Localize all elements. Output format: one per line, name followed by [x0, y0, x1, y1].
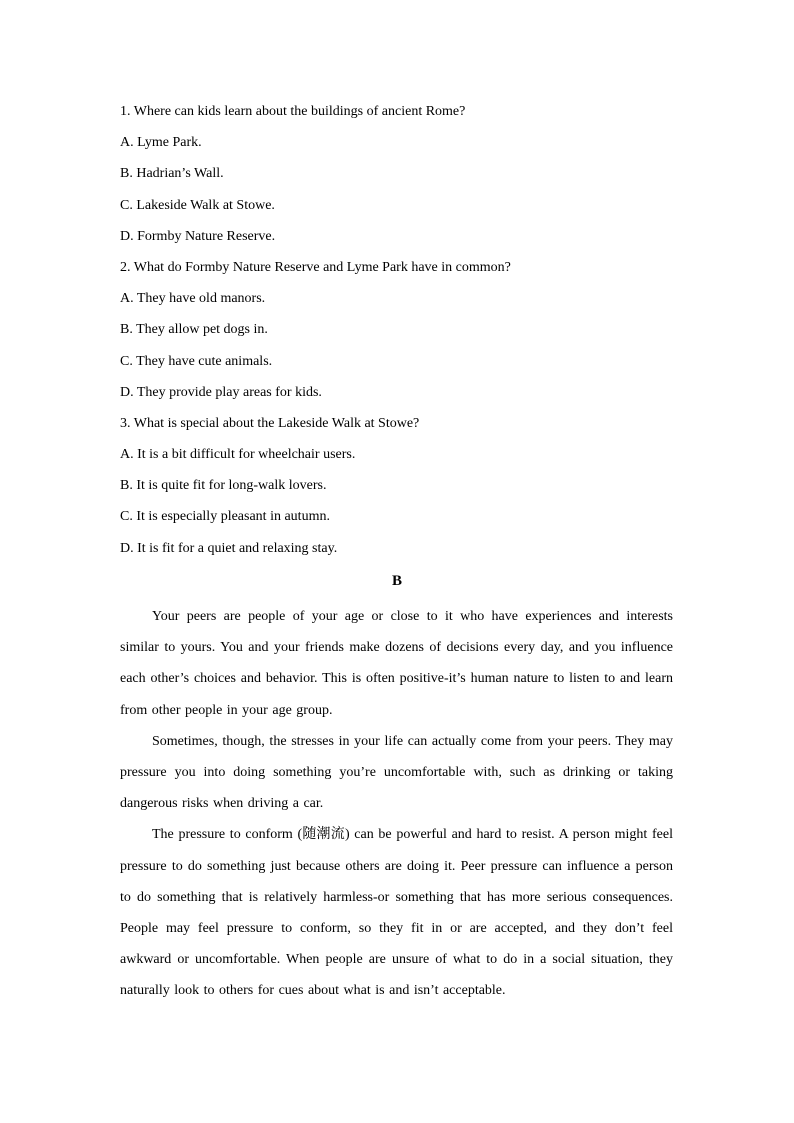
question-1-option-c: C. Lakeside Walk at Stowe. — [120, 197, 275, 213]
question-1-option-a: A. Lyme Park. — [120, 135, 202, 151]
question-2-stem: 2. What do Formby Nature Reserve and Lyme Park have in common? — [120, 259, 511, 275]
passage-paragraph-1: Your peers are people of your age or close to it who have experiences and interests similar to yours. You and your friends make dozens of decisions every day, and you influence each other’s choices and behavior. This is often positive-it’s human nature to listen to and learn from other people in your age group. — [120, 609, 673, 718]
question-2-option-b: B. They allow pet dogs in. — [120, 322, 268, 338]
question-2-option-c: C. They have cute animals. — [120, 353, 273, 369]
question-2-option-d: D. They provide play areas for kids. — [120, 384, 322, 400]
question-1-option-d: D. Formby Nature Reserve. — [120, 228, 276, 244]
question-list — [120, 101, 680, 569]
section-heading: B — [391, 573, 402, 589]
question-2-option-a: A. They have old manors. — [120, 291, 266, 307]
question-3-option-a: A. It is a bit difficult for wheelchair users. — [120, 447, 356, 463]
question-1-option-b: B. Hadrian’s Wall. — [120, 166, 224, 182]
question-1-stem: 1. Where can kids learn about the buildings of ancient Rome? — [120, 104, 466, 119]
question-3-option-c: C. It is especially pleasant in autumn. — [120, 509, 330, 525]
passage-paragraph-2: Sometimes, though, the stresses in your life can actually come from your peers. They may pressure you into doing something you’re uncomfortable with, such as drinking or taking dangerous risks when driving a car. — [120, 733, 673, 812]
question-3-option-d: D. It is fit for a quiet and relaxing stay. — [120, 540, 338, 556]
question-3-option-b: B. It is quite fit for long-walk lovers. — [120, 478, 327, 494]
passage — [120, 601, 673, 1007]
question-3-stem: 3. What is special about the Lakeside Walk at Stowe? — [120, 415, 420, 431]
passage-paragraph-3: The pressure to conform (随潮流) can be powerful and hard to resist. A person might feel pressure to do something just because others are doing it. Peer pressure can influence a person to do something that is relatively harmless-or something that has more serious consequences. People may feel pressure to conform, so they fit in or are accepted, and they don’t feel awkward or uncomfortable. When people are unsure of what to do in a social situation, they naturally look to others for cues about what is and isn’t acceptable. — [120, 827, 673, 999]
